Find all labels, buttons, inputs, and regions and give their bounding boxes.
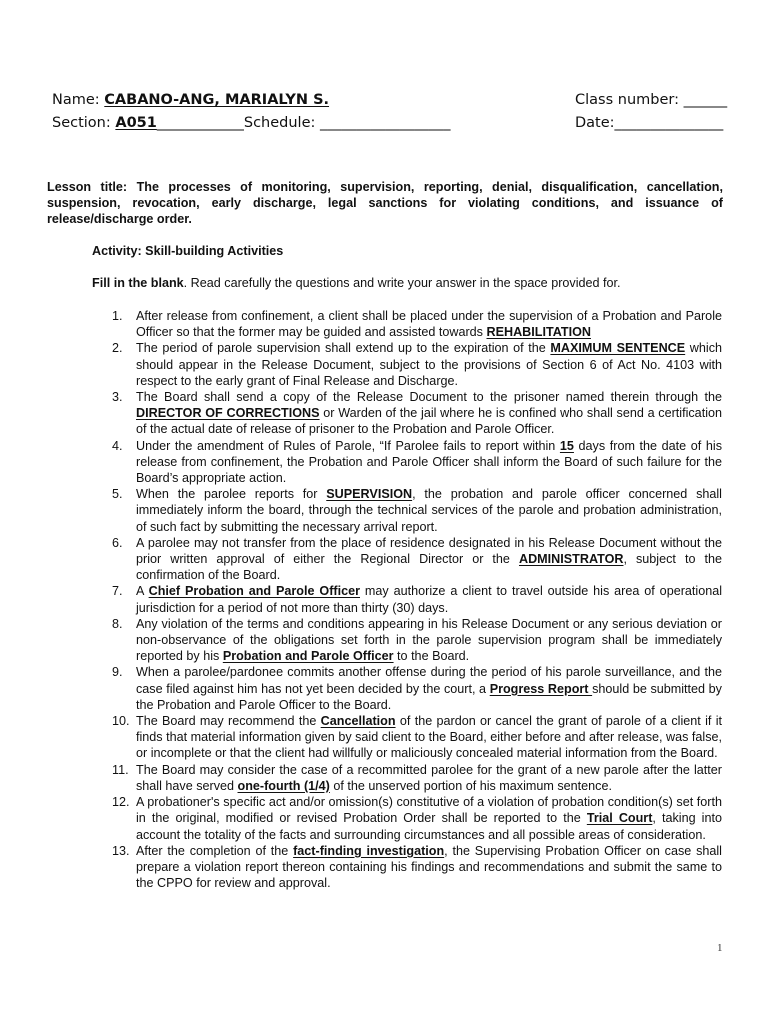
- question-number: 1.: [112, 309, 123, 323]
- name-row: [52, 92, 329, 108]
- question-number: 4.: [112, 438, 123, 453]
- question-number: 5.: [112, 487, 123, 502]
- question-text: A probationer's specific act and/or omission(s) constitutive of a violation of probation condition(s) set forth in the original, modified or revised Probation Order shall be reported to the: [136, 795, 722, 826]
- question-item: [0, 340, 722, 389]
- question-item: [0, 438, 722, 487]
- question-text-after: , subject to the confirmation of the Board.: [136, 552, 722, 583]
- question-text: The Board shall send a copy of the Release Document to the prisoner named therein through the: [136, 390, 722, 405]
- question-item: [0, 486, 722, 535]
- question-item: [0, 583, 722, 615]
- page-number: 1: [717, 942, 723, 954]
- question-number: 13.: [112, 843, 130, 858]
- question-text-after: , taking into account the totality of the facts and surrounding circumstances and all possible areas of consideration.: [136, 811, 722, 842]
- answer-blank: SUPERVISION: [326, 487, 413, 502]
- question-text-after: to the Board.: [393, 649, 470, 664]
- question-text: Any violation of the terms and conditions appearing in his Release Document or any serious deviation or non-observance of the obligations set forth in the parole supervision program shall be immediately reported by his: [136, 616, 722, 664]
- question-number: 11.: [112, 762, 129, 777]
- question-number: 6.: [112, 535, 123, 550]
- question-text-after: which should appear in the Release Document, subject to the provisions of Section 6 of Act No. 4103 with respect to the early grant of Final Release and Discharge.: [136, 341, 722, 388]
- instruction: [92, 276, 621, 290]
- question-text: The Board may recommend the: [136, 714, 321, 729]
- question-text-after: , the Supervising Probation Officer on case shall prepare a violation report thereon containing his findings and recommendations and submit the same to the CPPO for review and approval.: [136, 843, 722, 891]
- question-text: Under the amendment of Rules of Parole, “If Parolee fails to report within: [136, 438, 560, 453]
- question-number: 7.: [112, 584, 123, 599]
- instruction-label: Fill in the blank: [92, 276, 184, 290]
- section-blank: ____________: [156, 115, 244, 131]
- answer-blank: ADMINISTRATOR: [518, 552, 624, 567]
- question-item: [0, 713, 722, 762]
- question-number: 10.: [112, 714, 130, 729]
- question-text: After release from confinement, a client shall be placed under the supervision of a Probation and Parole Officer so that the former may be guided and assisted towards: [136, 309, 722, 340]
- class-number-label: Class number:: [575, 92, 684, 108]
- question-text: A: [136, 584, 149, 599]
- lesson-title: Lesson title: The processes of monitoring, supervision, reporting, denial, disqualification, cancellation, suspension, revocation, early discharge, legal sanctions for violating conditions, and issuance of release/discharge order.: [47, 180, 723, 226]
- section-label: Section:: [52, 115, 111, 131]
- answer-blank: Chief Probation and Parole Officer: [148, 584, 360, 599]
- question-item: [0, 616, 722, 665]
- question-list: [0, 308, 768, 891]
- class-number-blank: ______: [683, 92, 728, 108]
- answer-blank: Cancellation: [320, 714, 396, 729]
- answer-blank: Trial Court: [586, 811, 653, 826]
- question-number: 3.: [112, 390, 123, 405]
- question-text-after: may authorize a client to travel outside his area of operational jurisdiction for a period of not more than thirty (30) days.: [136, 584, 723, 615]
- question-text-after: days from the date of his release from confinement, the Probation and Parole Officer shall inform the Board of such failure for the Board’s appropriate action.: [136, 438, 722, 486]
- question-item: [0, 389, 722, 438]
- date-blank: _______________: [614, 115, 724, 131]
- question-number: 8.: [112, 616, 123, 631]
- question-item: [0, 794, 722, 843]
- answer-blank: MAXIMUM SENTENCE: [550, 341, 686, 356]
- answer-blank: REHABILITATION: [486, 325, 591, 340]
- date-row: [575, 115, 723, 131]
- question-item: [0, 843, 722, 892]
- question-text-after: should be submitted by the Probation and Parole Officer to the Board.: [136, 681, 722, 712]
- question-number: 12.: [112, 795, 130, 810]
- question-number: 9.: [112, 665, 123, 680]
- question-item: [0, 762, 722, 794]
- name-label: Name:: [52, 92, 100, 108]
- class-number-row: [575, 92, 727, 108]
- question-text: A parolee may not transfer from the place of residence designated in his Release Document without the prior written approval of either the Regional Director or the: [136, 535, 722, 567]
- section-value: A051: [115, 115, 157, 131]
- question-text: When a parolee/pardonee commits another offense during the period of his parole surveillance, and the case filed against him has not yet been decided by the court, a: [136, 665, 722, 696]
- question-text: After the completion of the: [136, 843, 294, 858]
- question-text-after: or Warden of the jail where he is confined who shall send a certification of the actual date of release of prisoner to the Probation and Parole Officer.: [136, 406, 722, 437]
- schedule-label: Schedule:: [243, 115, 320, 131]
- answer-blank: one-fourth (1/4): [237, 778, 330, 793]
- name-value: CABANO-ANG, MARIALYN S.: [104, 92, 330, 108]
- question-text: The period of parole supervision shall extend up to the expiration of the: [136, 341, 551, 356]
- answer-blank: DIRECTOR OF CORRECTIONS: [136, 406, 320, 421]
- date-label: Date:: [575, 115, 615, 131]
- question-text-after: of the unserved portion of his maximum sentence.: [329, 778, 612, 793]
- question-text: The Board may consider the case of a recommitted parolee for the grant of a new parole after the latter shall have served: [136, 762, 722, 793]
- instruction-text: . Read carefully the questions and write your answer in the space provided for.: [183, 276, 621, 290]
- answer-blank: Probation and Parole Officer: [222, 649, 394, 664]
- question-item: [0, 535, 722, 584]
- section-schedule-row: [52, 115, 451, 131]
- answer-blank: 15: [559, 438, 574, 453]
- question-number: 2.: [112, 341, 123, 356]
- question-text-after: , the probation and parole officer concerned shall immediately inform the board, through the technical services of the parole and probation administration, of such fact by submitting the necessary arrival report.: [136, 487, 722, 534]
- question-text: When the parolee reports for: [136, 487, 327, 502]
- answer-blank: Progress Report: [489, 681, 593, 696]
- question-text-after: of the pardon or cancel the grant of parole of a client if it finds that material information given by said client to the Board, either before and after release, was false, or incomplete or that the client had willfully or maliciously concealed material information from the Board.: [136, 714, 722, 761]
- question-item: [0, 308, 722, 340]
- activity-title: Activity: Skill-building Activities: [92, 244, 284, 258]
- schedule-blank: __________________: [320, 115, 451, 131]
- answer-blank: fact-finding investigation: [293, 843, 445, 858]
- question-item: [0, 664, 722, 713]
